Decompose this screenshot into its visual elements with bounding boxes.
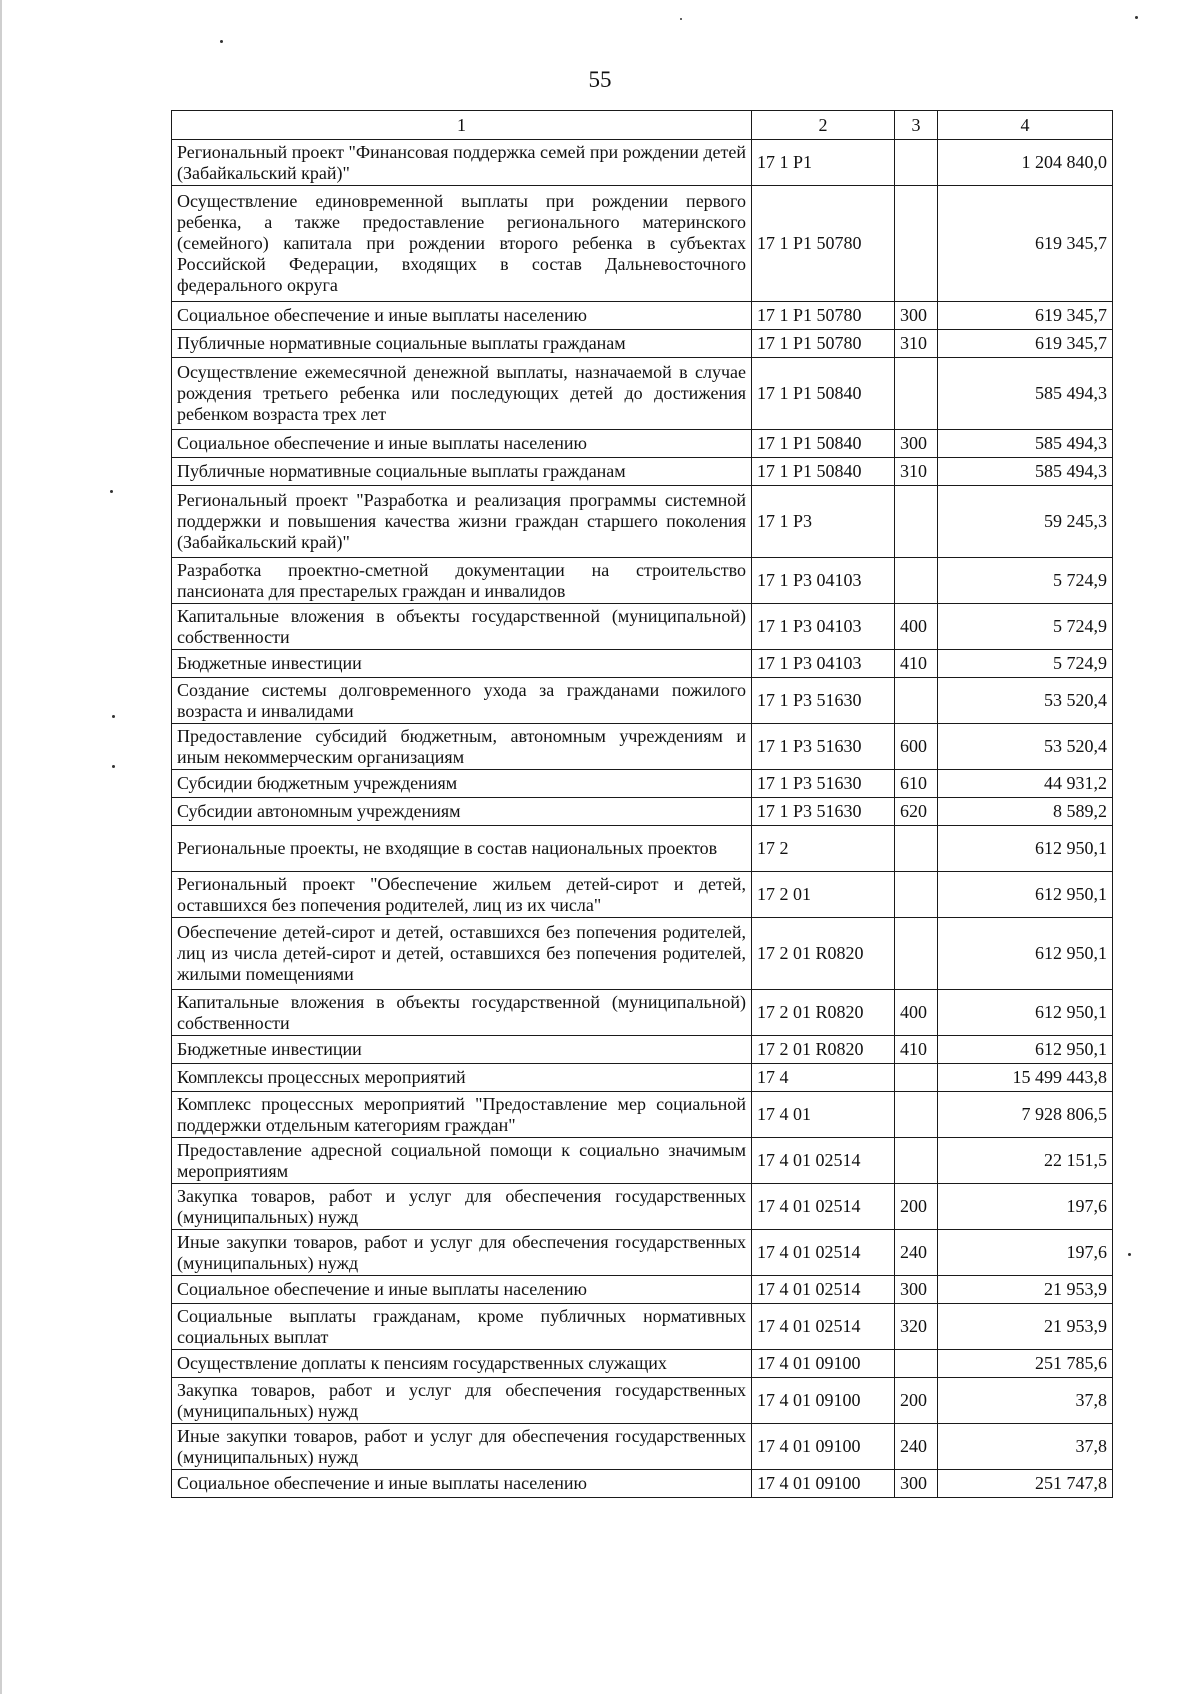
row-amount-cell: 619 345,7: [938, 186, 1113, 302]
row-code-cell: 17 4 01 09100: [752, 1424, 895, 1470]
row-code-cell: 17 4 01 02514: [752, 1138, 895, 1184]
row-code-cell: 17 1 P3 51630: [752, 798, 895, 826]
row-code-cell: 17 4 01 02514: [752, 1230, 895, 1276]
row-code-cell: 17 1 P3 51630: [752, 678, 895, 724]
table-row: [172, 1304, 1113, 1350]
row-name-cell: Предоставление субсидий бюджетным, автономным учреждениям и иным некоммерческим организациям: [172, 724, 752, 770]
row-code-cell: 17 4 01 09100: [752, 1470, 895, 1498]
row-type-cell: 300: [895, 302, 938, 330]
row-name-cell: Социальные выплаты гражданам, кроме публичных нормативных социальных выплат: [172, 1304, 752, 1350]
row-amount-cell: 1 204 840,0: [938, 140, 1113, 186]
row-amount-cell: 585 494,3: [938, 358, 1113, 430]
row-type-cell: [895, 918, 938, 990]
row-name-cell: Бюджетные инвестиции: [172, 650, 752, 678]
scan-speck: [1135, 16, 1138, 19]
table-row: [172, 650, 1113, 678]
table-row: [172, 826, 1113, 872]
table-row: [172, 1230, 1113, 1276]
scan-speck: [110, 490, 113, 493]
row-code-cell: 17 1 P1 50780: [752, 302, 895, 330]
row-type-cell: 200: [895, 1184, 938, 1230]
column-header-name: 1: [172, 111, 752, 140]
scan-edge: [0, 0, 2, 1694]
row-type-cell: [895, 358, 938, 430]
row-type-cell: [895, 826, 938, 872]
row-type-cell: 240: [895, 1230, 938, 1276]
column-header-code: 2: [752, 111, 895, 140]
row-name-cell: Осуществление доплаты к пенсиям государственных служащих: [172, 1350, 752, 1378]
row-name-cell: Социальное обеспечение и иные выплаты населению: [172, 430, 752, 458]
table-row: [172, 330, 1113, 358]
row-amount-cell: 21 953,9: [938, 1304, 1113, 1350]
row-amount-cell: 44 931,2: [938, 770, 1113, 798]
row-name-cell: Региональный проект "Финансовая поддержка семей при рождении детей (Забайкальский край)": [172, 140, 752, 186]
row-code-cell: 17 1 P1 50780: [752, 186, 895, 302]
row-name-cell: Региональный проект "Разработка и реализация программы системной поддержки и повышения качества жизни граждан старшего поколения (Забайкальский край)": [172, 486, 752, 558]
row-name-cell: Социальное обеспечение и иные выплаты населению: [172, 302, 752, 330]
scan-speck: [220, 40, 223, 43]
row-name-cell: Бюджетные инвестиции: [172, 1036, 752, 1064]
table-row: [172, 140, 1113, 186]
row-name-cell: Региональные проекты, не входящие в состав национальных проектов: [172, 826, 752, 872]
table-row: [172, 358, 1113, 430]
row-amount-cell: 15 499 443,8: [938, 1064, 1113, 1092]
row-name-cell: Публичные нормативные социальные выплаты гражданам: [172, 330, 752, 358]
table-row: [172, 486, 1113, 558]
row-type-cell: 320: [895, 1304, 938, 1350]
row-type-cell: 300: [895, 1470, 938, 1498]
row-amount-cell: 5 724,9: [938, 604, 1113, 650]
row-amount-cell: 8 589,2: [938, 798, 1113, 826]
table-row: [172, 1138, 1113, 1184]
row-type-cell: [895, 140, 938, 186]
row-code-cell: 17 4 01: [752, 1092, 895, 1138]
row-amount-cell: 59 245,3: [938, 486, 1113, 558]
row-type-cell: 410: [895, 1036, 938, 1064]
row-type-cell: 400: [895, 604, 938, 650]
page-number: 55: [588, 67, 612, 92]
row-type-cell: [895, 558, 938, 604]
row-amount-cell: 22 151,5: [938, 1138, 1113, 1184]
row-type-cell: [895, 1138, 938, 1184]
row-code-cell: 17 1 P1 50780: [752, 330, 895, 358]
row-name-cell: Региональный проект "Обеспечение жильем детей-сирот и детей, оставшихся без попечения родителей, лиц из их числа": [172, 872, 752, 918]
table-row: [172, 458, 1113, 486]
table-header-row: [172, 111, 1113, 140]
row-code-cell: 17 2 01 R0820: [752, 1036, 895, 1064]
row-type-cell: 300: [895, 1276, 938, 1304]
row-name-cell: Иные закупки товаров, работ и услуг для обеспечения государственных (муниципальных) нужд: [172, 1230, 752, 1276]
row-code-cell: 17 4: [752, 1064, 895, 1092]
row-type-cell: 300: [895, 430, 938, 458]
row-amount-cell: 585 494,3: [938, 458, 1113, 486]
table-row: [172, 302, 1113, 330]
table-row: [172, 604, 1113, 650]
budget-table: [171, 110, 1113, 1498]
row-code-cell: 17 4 01 02514: [752, 1184, 895, 1230]
row-amount-cell: 612 950,1: [938, 872, 1113, 918]
row-name-cell: Разработка проектно-сметной документации на строительство пансионата для престарелых граждан и инвалидов: [172, 558, 752, 604]
scan-speck: [680, 18, 682, 20]
table-row: [172, 1350, 1113, 1378]
row-code-cell: 17 1 P3 51630: [752, 724, 895, 770]
row-type-cell: 400: [895, 990, 938, 1036]
row-amount-cell: 37,8: [938, 1378, 1113, 1424]
row-code-cell: 17 2 01 R0820: [752, 918, 895, 990]
row-code-cell: 17 2 01: [752, 872, 895, 918]
column-header-type: 3: [895, 111, 938, 140]
row-type-cell: 200: [895, 1378, 938, 1424]
row-amount-cell: 619 345,7: [938, 302, 1113, 330]
row-amount-cell: 585 494,3: [938, 430, 1113, 458]
row-code-cell: 17 1 P1: [752, 140, 895, 186]
table-row: [172, 1036, 1113, 1064]
table-row: [172, 1470, 1113, 1498]
row-code-cell: 17 4 01 09100: [752, 1350, 895, 1378]
row-name-cell: Иные закупки товаров, работ и услуг для обеспечения государственных (муниципальных) нужд: [172, 1424, 752, 1470]
table-row: [172, 678, 1113, 724]
row-amount-cell: 251 785,6: [938, 1350, 1113, 1378]
row-amount-cell: 21 953,9: [938, 1276, 1113, 1304]
row-name-cell: Субсидии автономным учреждениям: [172, 798, 752, 826]
row-code-cell: 17 1 P3 04103: [752, 604, 895, 650]
table-row: [172, 186, 1113, 302]
row-amount-cell: 37,8: [938, 1424, 1113, 1470]
row-amount-cell: 612 950,1: [938, 1036, 1113, 1064]
table-row: [172, 1378, 1113, 1424]
row-name-cell: Социальное обеспечение и иные выплаты населению: [172, 1470, 752, 1498]
row-code-cell: 17 2 01 R0820: [752, 990, 895, 1036]
row-amount-cell: 612 950,1: [938, 918, 1113, 990]
row-amount-cell: 612 950,1: [938, 826, 1113, 872]
row-code-cell: 17 1 P1 50840: [752, 458, 895, 486]
row-type-cell: 240: [895, 1424, 938, 1470]
row-type-cell: 310: [895, 458, 938, 486]
row-type-cell: 620: [895, 798, 938, 826]
row-code-cell: 17 1 P3 04103: [752, 650, 895, 678]
table-row: [172, 1276, 1113, 1304]
table-row: [172, 1424, 1113, 1470]
row-code-cell: 17 4 01 02514: [752, 1304, 895, 1350]
table-row: [172, 558, 1113, 604]
row-name-cell: Закупка товаров, работ и услуг для обеспечения государственных (муниципальных) нужд: [172, 1378, 752, 1424]
row-name-cell: Осуществление ежемесячной денежной выплаты, назначаемой в случае рождения третьего ребенка или последующих детей до достижения ребенком возраста трех лет: [172, 358, 752, 430]
table-row: [172, 798, 1113, 826]
row-amount-cell: 197,6: [938, 1184, 1113, 1230]
row-amount-cell: 5 724,9: [938, 650, 1113, 678]
row-code-cell: 17 2: [752, 826, 895, 872]
row-amount-cell: 197,6: [938, 1230, 1113, 1276]
row-code-cell: 17 1 P1 50840: [752, 358, 895, 430]
row-name-cell: Публичные нормативные социальные выплаты гражданам: [172, 458, 752, 486]
row-name-cell: Капитальные вложения в объекты государственной (муниципальной) собственности: [172, 604, 752, 650]
column-header-amount: 4: [938, 111, 1113, 140]
row-name-cell: Создание системы долговременного ухода за гражданами пожилого возраста и инвалидами: [172, 678, 752, 724]
row-code-cell: 17 1 P3 51630: [752, 770, 895, 798]
row-code-cell: 17 1 P1 50840: [752, 430, 895, 458]
table-row: [172, 1092, 1113, 1138]
scan-speck: [1128, 1253, 1131, 1256]
row-type-cell: [895, 1350, 938, 1378]
row-name-cell: Субсидии бюджетным учреждениям: [172, 770, 752, 798]
row-name-cell: Комплекс процессных мероприятий "Предоставление мер социальной поддержки отдельным категориям граждан": [172, 1092, 752, 1138]
table-row: [172, 430, 1113, 458]
row-name-cell: Осуществление единовременной выплаты при рождении первого ребенка, а также предоставление регионального материнского (семейного) капитала при рождении второго ребенка в субъектах Российской Федерации, входящих в состав Дальневосточного федерального округа: [172, 186, 752, 302]
row-code-cell: 17 1 P3 04103: [752, 558, 895, 604]
row-amount-cell: 7 928 806,5: [938, 1092, 1113, 1138]
table-row: [172, 724, 1113, 770]
row-code-cell: 17 1 P3: [752, 486, 895, 558]
table-row: [172, 918, 1113, 990]
row-name-cell: Обеспечение детей-сирот и детей, оставшихся без попечения родителей, лиц из числа детей-сирот и детей, оставшихся без попечения родителей, жилыми помещениями: [172, 918, 752, 990]
row-type-cell: [895, 486, 938, 558]
table-body: [172, 140, 1113, 1498]
row-amount-cell: 251 747,8: [938, 1470, 1113, 1498]
table-row: [172, 1064, 1113, 1092]
row-name-cell: Комплексы процессных мероприятий: [172, 1064, 752, 1092]
row-type-cell: 600: [895, 724, 938, 770]
table-row: [172, 990, 1113, 1036]
row-type-cell: [895, 1092, 938, 1138]
table-row: [172, 1184, 1113, 1230]
row-code-cell: 17 4 01 09100: [752, 1378, 895, 1424]
row-code-cell: 17 4 01 02514: [752, 1276, 895, 1304]
row-amount-cell: 619 345,7: [938, 330, 1113, 358]
row-name-cell: Предоставление адресной социальной помощи к социально значимым мероприятиям: [172, 1138, 752, 1184]
row-name-cell: Капитальные вложения в объекты государственной (муниципальной) собственности: [172, 990, 752, 1036]
row-type-cell: [895, 872, 938, 918]
row-type-cell: 410: [895, 650, 938, 678]
row-name-cell: Социальное обеспечение и иные выплаты населению: [172, 1276, 752, 1304]
scan-speck: [112, 715, 115, 718]
row-amount-cell: 53 520,4: [938, 724, 1113, 770]
table-row: [172, 770, 1113, 798]
row-type-cell: [895, 678, 938, 724]
row-type-cell: 610: [895, 770, 938, 798]
row-type-cell: [895, 1064, 938, 1092]
row-type-cell: 310: [895, 330, 938, 358]
row-amount-cell: 612 950,1: [938, 990, 1113, 1036]
row-type-cell: [895, 186, 938, 302]
row-amount-cell: 5 724,9: [938, 558, 1113, 604]
table-row: [172, 872, 1113, 918]
row-amount-cell: 53 520,4: [938, 678, 1113, 724]
row-name-cell: Закупка товаров, работ и услуг для обеспечения государственных (муниципальных) нужд: [172, 1184, 752, 1230]
scan-speck: [112, 765, 115, 768]
